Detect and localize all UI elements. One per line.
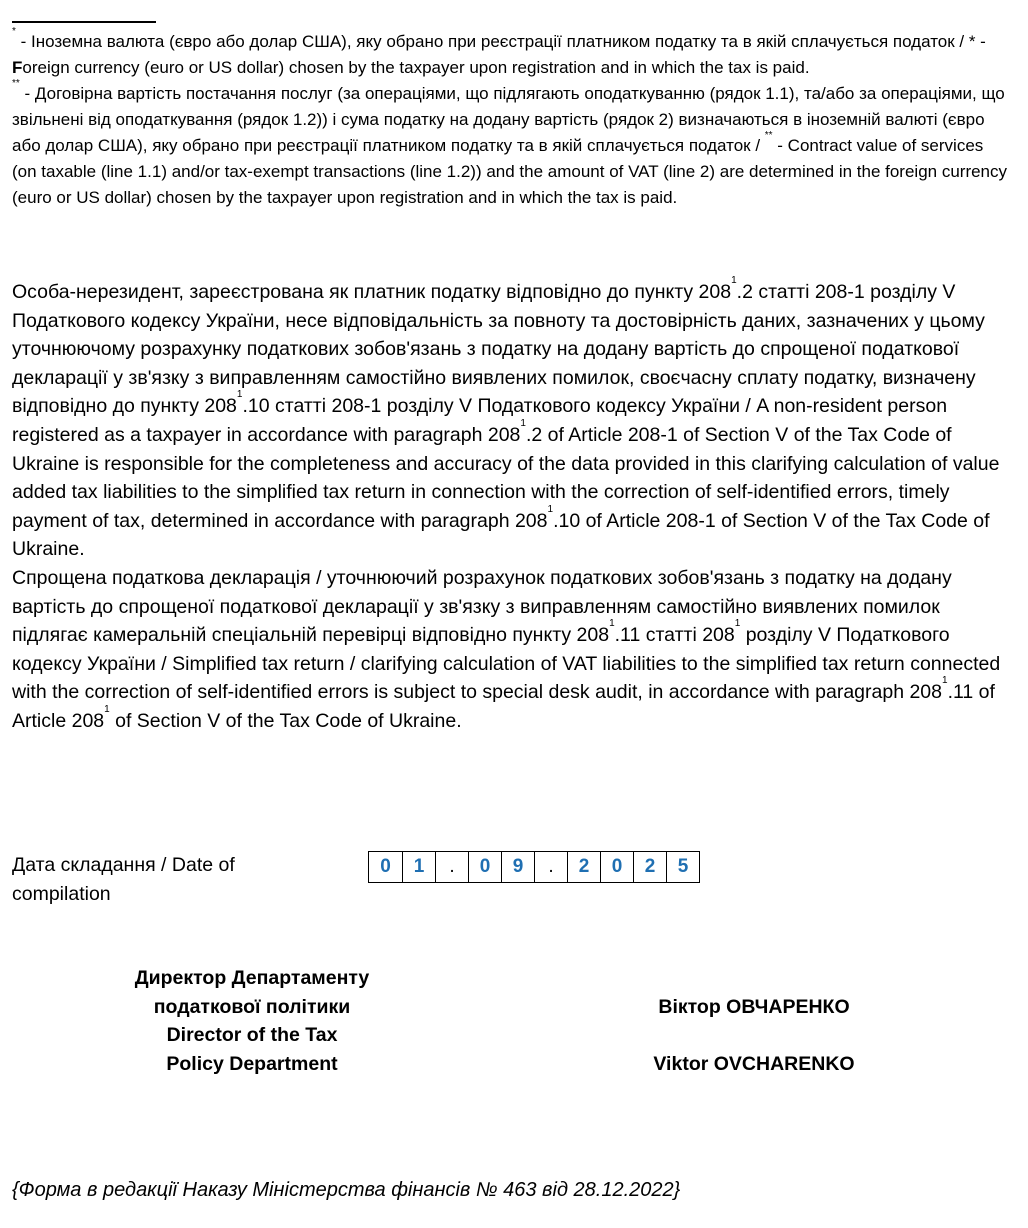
date-separator: .	[534, 852, 567, 882]
superscript: 1	[236, 389, 243, 401]
superscript: 1	[520, 417, 526, 429]
date-separator: .	[435, 852, 468, 882]
date-label-line-1: Дата складання / Date of	[12, 854, 235, 876]
paragraph-2-text-4: .11 of Article 208	[12, 681, 995, 732]
footnote-2-mark-b: **	[764, 130, 773, 141]
paragraph-1-text-3: .10 статті 208-1 розділу V Податкового кодексу України / A non-resident person registered as a taxpayer in accordance with paragraph 208	[12, 395, 948, 446]
superscript: 1	[547, 503, 554, 515]
footnotes	[12, 26, 1012, 211]
date-cell[interactable]: 0	[600, 852, 633, 882]
superscript: 1	[104, 703, 110, 715]
date-of-compilation-field[interactable]	[368, 851, 700, 883]
footnote-2-text-a: - Договірна вартість постачання послуг (за операціями, що підлягають оподаткуванню (рядок 1.1), та/або за операціями, що звільнені від оподаткування (рядок 1.2)) і сума податку на додану вартість (рядок 2) визначаються в іноземній валюті (євро або долар США), яку обрано при реєстрації платником податку та в якій сплачується податок /	[12, 84, 1005, 155]
signatory-name-ua: Віктор ОВЧАРЕНКО	[658, 996, 850, 1018]
superscript: 1	[609, 618, 615, 630]
footnote-1	[12, 26, 1012, 81]
signatory-title-en-line-2: Policy Department	[166, 1052, 338, 1075]
footnote-2-mark: **	[12, 78, 20, 89]
signatory-title-ua-line-2: податкової політики	[153, 995, 351, 1018]
superscript: 1	[942, 675, 948, 687]
paragraph-1-text-1: Особа-нерезидент, зареєстрована як платник податку відповідно до пункту 208	[12, 281, 732, 303]
superscript: 1	[734, 618, 741, 630]
responsibility-paragraph	[12, 275, 1012, 564]
paragraph-1-text-4: .2 of Article 208-1 of Section V of the Tax Code of Ukraine is responsible for the completeness and accuracy of the data provided in this clarifying calculation of value added tax liabilities to the simplified tax return in connection with the correction of self-identified errors, timely payment of tax, determined in accordance with paragraph 208	[12, 423, 1000, 532]
paragraph-2-text-5: of Section V of the Tax Code of Ukraine.	[109, 709, 462, 732]
footnote-2-text-b: - Contract value of services (on taxable (line 1.1) and/or tax-exempt transactions (line 1.2)) and the amount of VAT (line 2) are determined in the foreign currency (euro or US dollar) chosen by the taxpayer upon registration and in which the tax is paid.	[12, 136, 1008, 207]
signatory-name-en: Viktor OVCHARENKO	[653, 1053, 855, 1075]
date-cell[interactable]: 2	[633, 852, 666, 882]
paragraph-2-text-2: .11 статті 208	[614, 624, 735, 647]
paragraph-2-text-3: розділу V Податкового кодексу України / Simplified tax return / clarifying calculation of VAT liabilities to the simplified tax return connected with the correction of self-identified errors is subject to special desk audit, in accordance with paragraph 208	[12, 624, 1001, 704]
edition-note: {Форма в редакції Наказу Міністерства фінансів № 463 від 28.12.2022}	[12, 1179, 681, 1201]
footnote-1-text-b: oreign currency (euro or US dollar) chosen by the taxpayer upon registration and in which the tax is paid.	[22, 58, 810, 77]
date-cell[interactable]: 5	[666, 852, 699, 882]
signatory-title-ua-line-1: Директор Департаменту	[134, 967, 370, 989]
footnote-1-mark: *	[12, 26, 16, 37]
signatory-title	[112, 964, 392, 1078]
footnote-2	[12, 78, 1012, 211]
date-cell[interactable]: 1	[402, 852, 435, 882]
main-text	[12, 275, 1012, 736]
footnote-1-text-a: - Іноземна валюта (євро або долар США), яку обрано при реєстрації платником податку та в якій сплачується податок / * -	[15, 32, 986, 51]
date-cell[interactable]: 2	[567, 852, 600, 882]
date-cell[interactable]: 9	[501, 852, 534, 882]
paragraph-1-text-5: .10 of Article 208-1 of Section V of the Tax Code of Ukraine.	[12, 509, 990, 561]
paragraph-2-text-1: Спрощена податкова декларація / уточнюючий розрахунок податкових зобов'язань з податку на додану вартість до спрощеної податкової декларації у зв'язку з виправленням самостійно виявлених помилок підлягає камеральній спеціальній перевірці відповідно пункту 208	[12, 566, 952, 647]
date-cell[interactable]: 0	[380, 856, 391, 877]
audit-paragraph	[12, 564, 1012, 736]
date-of-compilation-label	[12, 851, 312, 908]
paragraph-1-text-2: .2 статті 208-1 розділу V Податкового кодексу України, несе відповідальність за повноту та достовірність даних, зазначених у цьому уточнюючому розрахунку податкових зобов'язань з податку на додану вартість до спрощеної податкової декларації у зв'язку з виправленням самостійно виявлених помилок, своєчасну сплату податку, визначену відповідно до пункту 208	[12, 281, 985, 418]
date-label-line-2: compilation	[12, 882, 111, 905]
signatory-title-en-line-1: Director of the Tax	[166, 1024, 338, 1046]
footnote-separator-line	[12, 21, 156, 23]
footnote-1-bold-letter: F	[12, 58, 23, 77]
superscript: 1	[731, 275, 737, 286]
date-cell[interactable]: 0	[468, 852, 501, 882]
